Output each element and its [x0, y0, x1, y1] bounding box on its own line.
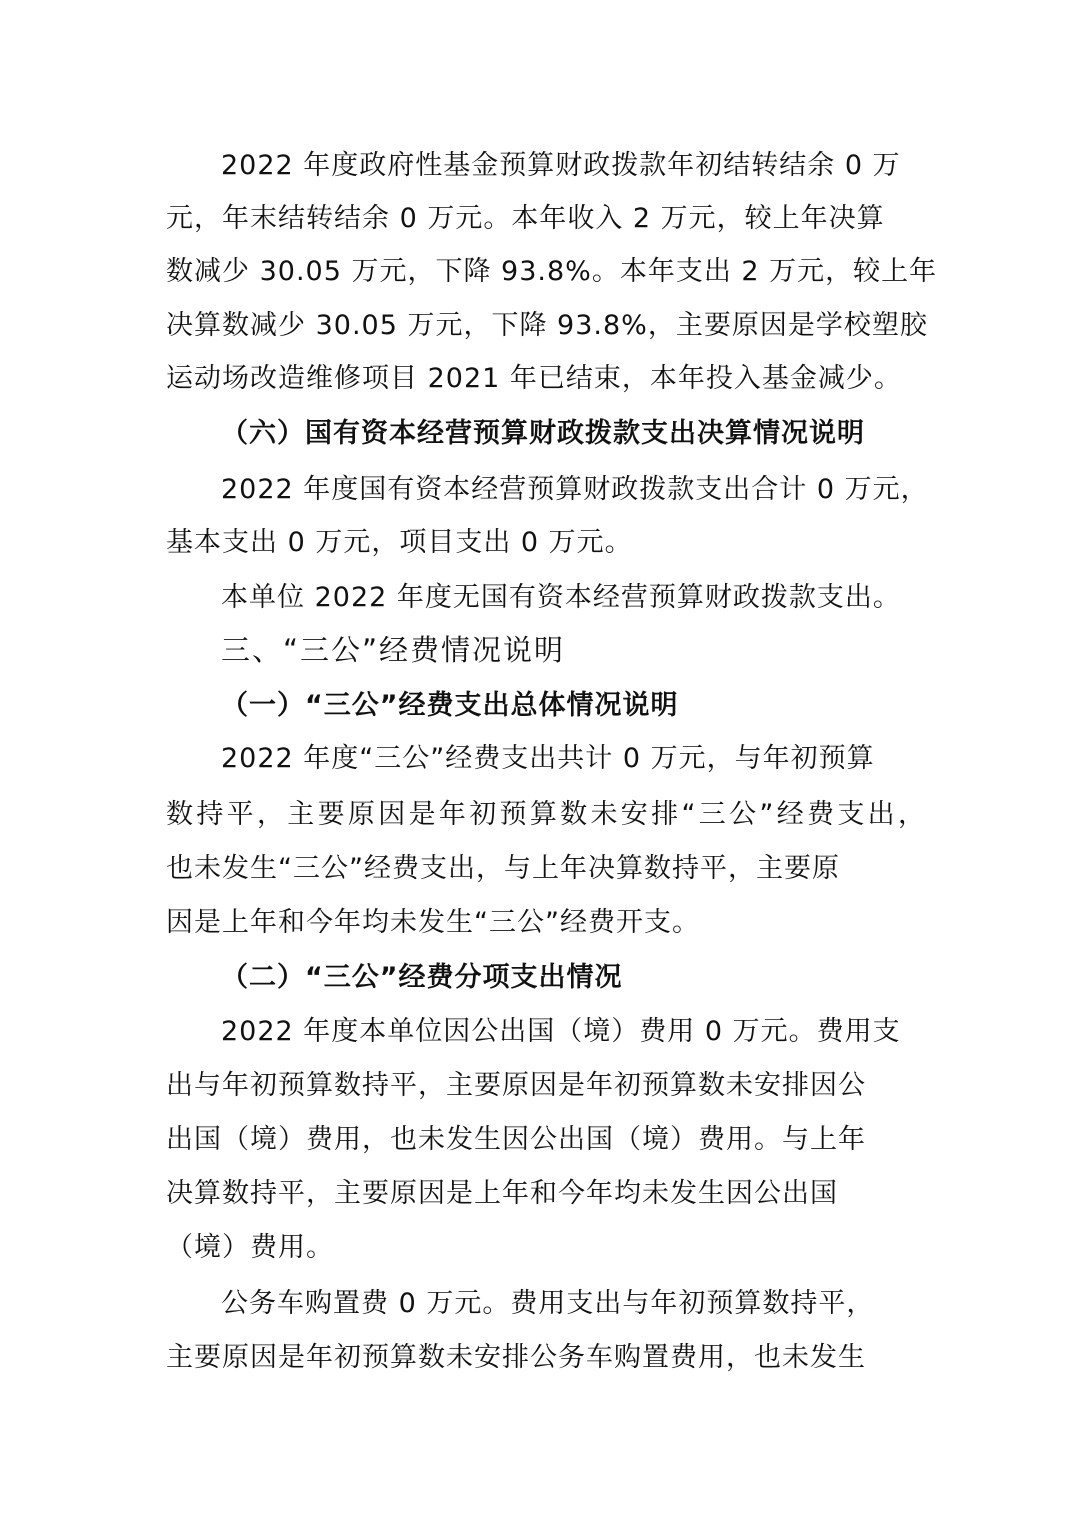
paragraph-three-public-line-2: 数持平，主要原因是年初预算数未安排“三公”经费支出， [166, 799, 926, 830]
section-three-public-expenses: 三、“三公”经费情况说明 [221, 633, 566, 667]
paragraph-overseas-line-4: 决算数持平，主要原因是上年和今年均未发生因公出国 [166, 1178, 838, 1209]
paragraph-vehicle-line-1: 公务车购置费 0 万元。费用支出与年初预算数持平， [221, 1288, 875, 1319]
heading-three-public-itemized: （二）“三公”经费分项支出情况 [221, 962, 623, 993]
paragraph-overseas-line-5: （境）费用。 [166, 1232, 334, 1263]
paragraph-vehicle-line-2: 主要原因是年初预算数未安排公务车购置费用，也未发生 [166, 1342, 866, 1373]
paragraph-overseas-line-2: 出与年初预算数持平，主要原因是年初预算数未安排因公 [166, 1070, 866, 1101]
paragraph-three-public-line-4: 因是上年和今年均未发生“三公”经费开支。 [166, 907, 700, 938]
heading-state-capital-expenditure: （六）国有资本经营预算财政拨款支出决算情况说明 [221, 418, 865, 449]
paragraph-government-fund-line-2: 元，年末结转结余 0 万元。本年收入 2 万元，较上年决算 [166, 203, 885, 234]
paragraph-three-public-line-3: 也未发生“三公”经费支出，与上年决算数持平，主要原 [166, 853, 840, 884]
paragraph-government-fund-line-4: 决算数减少 30.05 万元，下降 93.8%，主要原因是学校塑胶 [166, 310, 928, 341]
paragraph-three-public-line-1: 2022 年度“三公”经费支出共计 0 万元，与年初预算 [221, 743, 875, 774]
paragraph-state-capital-line-2: 基本支出 0 万元，项目支出 0 万元。 [166, 527, 633, 558]
paragraph-no-state-capital: 本单位 2022 年度无国有资本经营预算财政拨款支出。 [221, 582, 901, 613]
paragraph-government-fund-line-1: 2022 年度政府性基金预算财政拨款年初结转结余 0 万 [221, 150, 901, 181]
paragraph-government-fund-line-5: 运动场改造维修项目 2021 年已结束，本年投入基金减少。 [166, 363, 902, 394]
paragraph-overseas-line-1: 2022 年度本单位因公出国（境）费用 0 万元。费用支 [221, 1016, 901, 1047]
paragraph-overseas-line-3: 出国（境）费用，也未发生因公出国（境）费用。与上年 [166, 1124, 866, 1155]
paragraph-state-capital-line-1: 2022 年度国有资本经营预算财政拨款支出合计 0 万元， [221, 474, 929, 505]
heading-three-public-overall: （一）“三公”经费支出总体情况说明 [221, 690, 679, 721]
paragraph-government-fund-line-3: 数减少 30.05 万元，下降 93.8%。本年支出 2 万元，较上年 [166, 256, 938, 287]
